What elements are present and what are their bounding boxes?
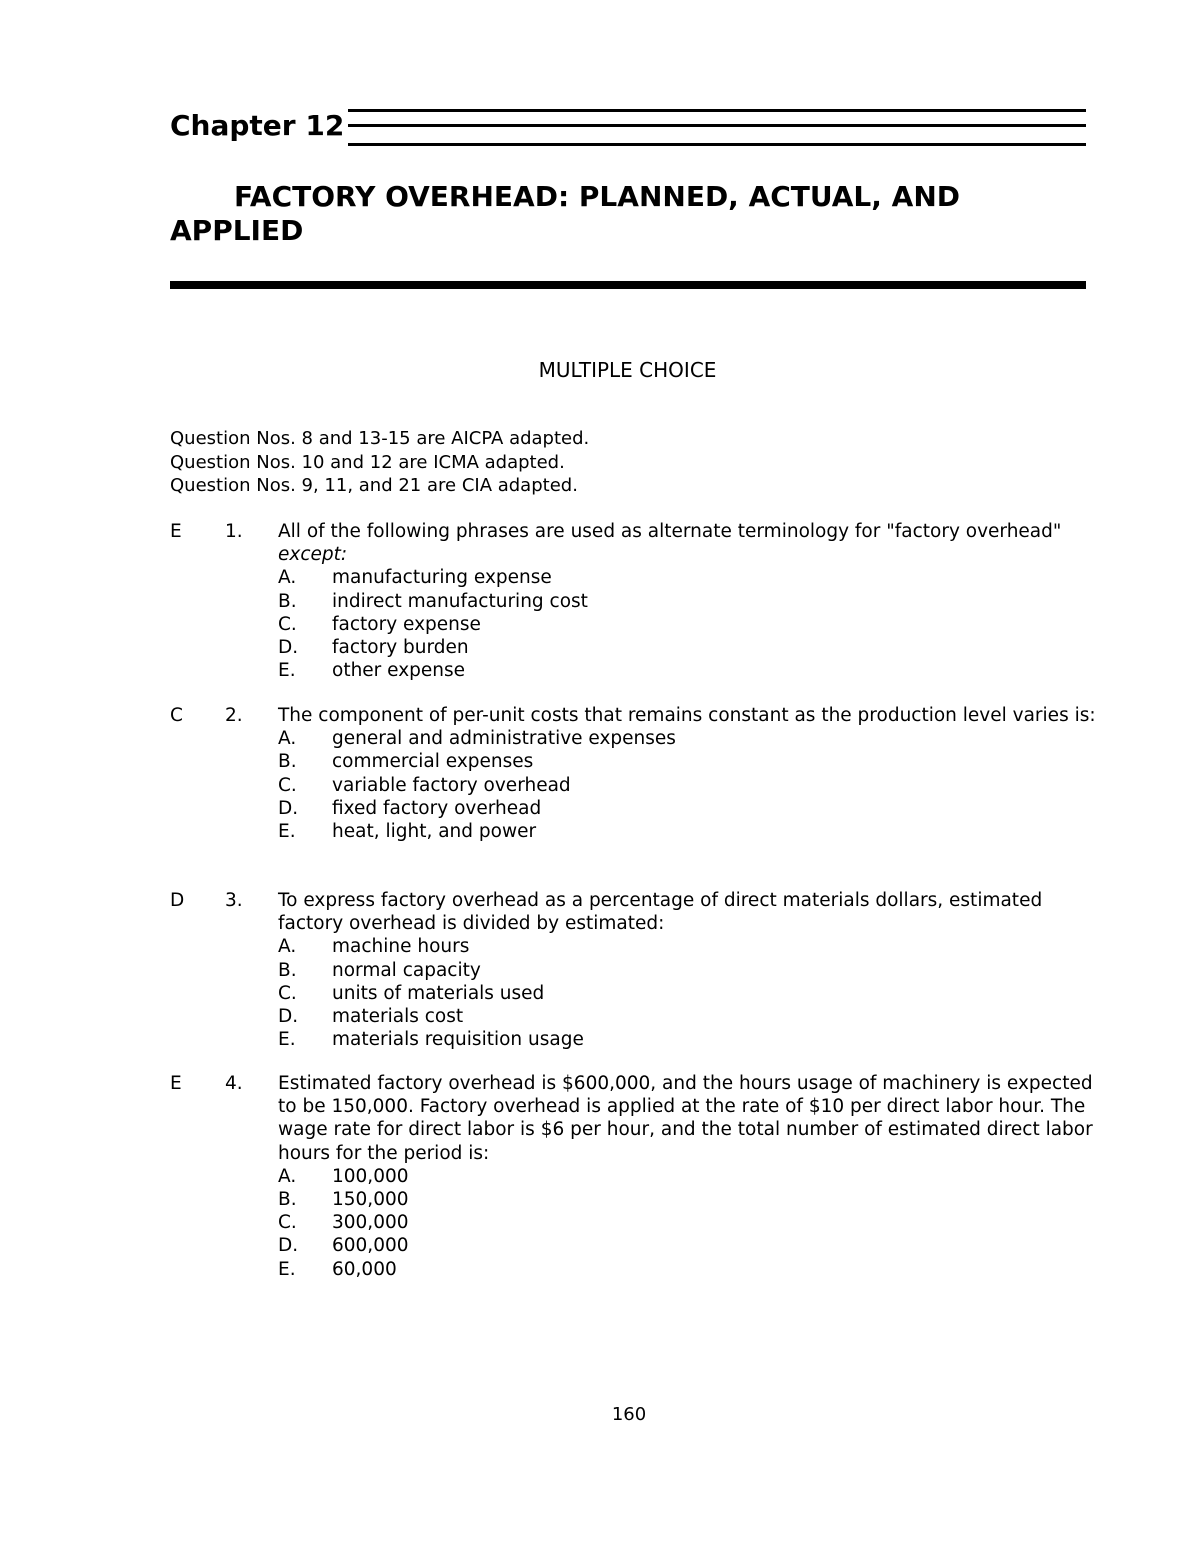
option-label: D. — [278, 637, 299, 659]
option-b — [170, 750, 1100, 773]
header-rule-top — [348, 109, 1086, 112]
option-label: A. — [278, 936, 297, 958]
option-label: D. — [278, 1235, 299, 1257]
option-e — [170, 1258, 1100, 1281]
chapter-title: FACTORY OVERHEAD: PLANNED, ACTUAL, AND APPLIED — [170, 180, 961, 247]
option-text: 100,000 — [332, 1165, 409, 1187]
answer-key: E — [170, 1073, 182, 1094]
question-stem-row — [170, 889, 1100, 935]
question-1 — [170, 520, 1100, 682]
option-text: general and administrative expenses — [332, 728, 676, 750]
option-d — [170, 1234, 1100, 1257]
question-number: 3. — [225, 890, 243, 911]
option-label: E. — [278, 660, 296, 682]
option-label: C. — [278, 613, 297, 635]
option-label: D. — [278, 797, 299, 819]
source-note: Question Nos. 8 and 13-15 are AICPA adapted. — [170, 428, 590, 449]
option-d — [170, 797, 1100, 820]
header-rule-bottom — [348, 143, 1086, 146]
question-stem-row — [170, 704, 1100, 727]
option-text: 60,000 — [332, 1258, 397, 1280]
option-c — [170, 1211, 1100, 1234]
question-stem-row — [170, 1072, 1100, 1165]
option-label: C. — [278, 1212, 297, 1234]
option-label: C. — [278, 982, 297, 1004]
question-4 — [170, 1072, 1100, 1281]
option-text: factory burden — [332, 637, 469, 659]
option-e — [170, 820, 1100, 843]
question-stem: All of the following phrases are used as alternate terminology for "factory overhead" — [278, 521, 1062, 542]
option-a — [170, 1165, 1100, 1188]
option-e — [170, 659, 1100, 682]
option-text: factory expense — [332, 613, 481, 635]
option-c — [170, 774, 1100, 797]
question-stem: Estimated factory overhead is $600,000, and the hours usage of machinery is expected to be 150,000. Factory overhead is applied at the rate of $10 per direct labor hour. The wage rate for direct labor is $6 per hour, and the total number of estimated direct labor hours for the period is: — [278, 1073, 1093, 1164]
question-number: 4. — [225, 1073, 243, 1094]
option-label: B. — [278, 590, 297, 612]
option-text: normal capacity — [332, 959, 481, 981]
page-number: 160 — [611, 1404, 647, 1425]
option-label: A. — [278, 1165, 297, 1187]
option-label: B. — [278, 959, 297, 981]
source-notes — [170, 427, 589, 498]
question-number: 2. — [225, 705, 243, 726]
option-text: manufacturing expense — [332, 567, 552, 589]
question-stem-row — [170, 520, 1100, 566]
option-d — [170, 1005, 1100, 1028]
option-text: machine hours — [332, 936, 470, 958]
chapter-heading: Chapter 12 — [170, 109, 345, 142]
option-text: variable factory overhead — [332, 774, 571, 796]
question-2 — [170, 704, 1100, 843]
option-text: 300,000 — [332, 1212, 409, 1234]
option-label: B. — [278, 751, 297, 773]
option-b — [170, 590, 1100, 613]
option-text: 600,000 — [332, 1235, 409, 1257]
option-text: materials cost — [332, 1006, 464, 1028]
option-text: units of materials used — [332, 982, 545, 1004]
option-text: commercial expenses — [332, 751, 534, 773]
option-label: E. — [278, 1258, 296, 1280]
option-text: fixed factory overhead — [332, 797, 542, 819]
option-b — [170, 1188, 1100, 1211]
header-rule-middle — [348, 124, 1086, 127]
option-text: indirect manufacturing cost — [332, 590, 588, 612]
option-label: E. — [278, 1029, 296, 1051]
option-e — [170, 1028, 1100, 1051]
option-b — [170, 959, 1100, 982]
section-heading: MULTIPLE CHOICE — [538, 358, 717, 382]
option-label: A. — [278, 567, 297, 589]
option-text: other expense — [332, 660, 466, 682]
question-number: 1. — [225, 521, 243, 542]
answer-key: D — [170, 890, 185, 911]
option-label: C. — [278, 774, 297, 796]
question-stem: The component of per-unit costs that remains constant as the production level varies is: — [278, 705, 1096, 726]
question-3 — [170, 889, 1100, 1051]
title-divider — [170, 281, 1086, 289]
source-note: Question Nos. 10 and 12 are ICMA adapted. — [170, 451, 565, 473]
question-stem-emphasis: except: — [278, 544, 348, 566]
option-label: E. — [278, 821, 296, 843]
option-label: D. — [278, 1006, 299, 1028]
option-c — [170, 982, 1100, 1005]
option-text: materials requisition usage — [332, 1029, 584, 1051]
option-d — [170, 636, 1100, 659]
option-a — [170, 935, 1100, 958]
option-a — [170, 727, 1100, 750]
option-text: 150,000 — [332, 1189, 409, 1211]
source-note: Question Nos. 9, 11, and 21 are CIA adapted. — [170, 475, 578, 496]
option-text: heat, light, and power — [332, 821, 537, 843]
option-a — [170, 566, 1100, 589]
option-label: B. — [278, 1189, 297, 1211]
option-label: A. — [278, 728, 297, 750]
option-c — [170, 613, 1100, 636]
answer-key: E — [170, 521, 182, 542]
question-stem: To express factory overhead as a percentage of direct materials dollars, estimated factory overhead is divided by estimated: — [278, 890, 1043, 935]
answer-key: C — [170, 705, 183, 726]
